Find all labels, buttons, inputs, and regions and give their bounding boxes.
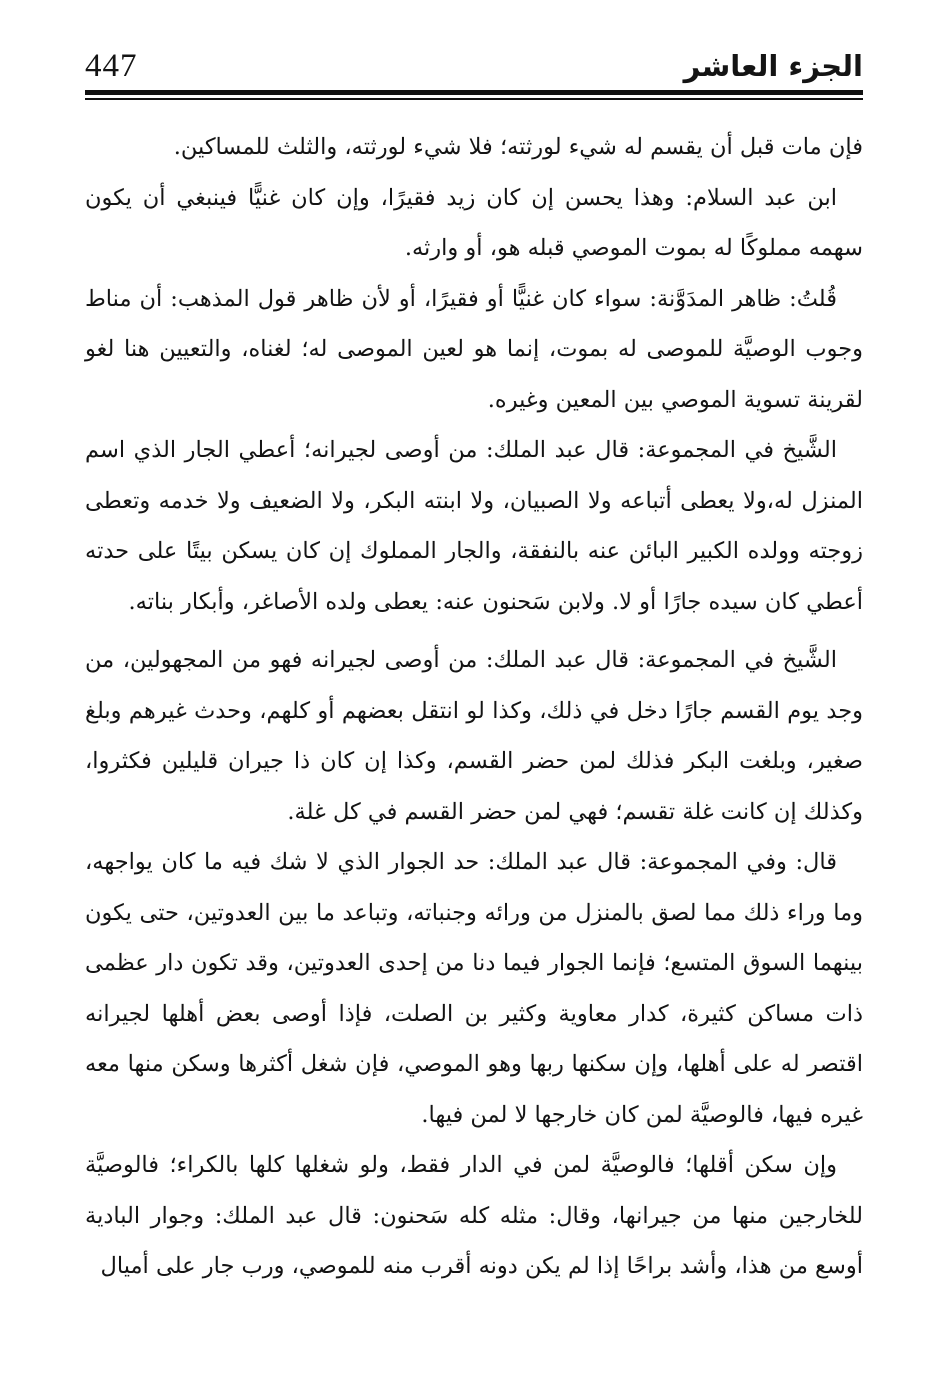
header-rule-thick <box>85 90 863 95</box>
running-title: الجزء العاشر <box>683 49 863 83</box>
paragraph-1: فإن مات قبل أن يقسم له شيء لورثته؛ فلا شيء لورثته، والثلث للمساكين. <box>173 134 863 160</box>
paragraph-2: ابن عبد السلام: وهذا يحسن إن كان زيد فقيرًا، وإن كان غنيًّا فينبغي أن يكون سهمه مملوكًا له بموت الموصي قبله هو، أو وارثه. <box>85 184 863 261</box>
paragraph-6: قال: وفي المجموعة: قال عبد الملك: حد الجوار الذي لا شك فيه ما كان يواجهه، وما وراء ذلك مما لصق بالمنزل من ورائه وجنباته، وتباعد ما بين العدوتين، حتى يكون بينهما السوق المتسع؛ فإنما الجوار فيما دنا من إحدى العدوتين، وقد تكون دار عظمى ذات مساكن كثيرة، كدار معاوية وكثير بن الصلت، فإذا أوصى بعض أهلها لجيرانه اقتصر له على أهلها، وإن سكنها ربها وهو الموصي، فإن شغل أكثرها وسكن منها معه غيره فيها، فالوصيَّة لمن كان خارجها لا لمن فيها. <box>85 849 863 1128</box>
paragraph-3: قُلتُ: ظاهر المدَوَّنة: سواء كان غنيًّا أو فقيرًا، أو لأن ظاهر قول المذهب: أن مناط وجوب الوصيَّة للموصى له بموت، إنما هو لعين الموصى له؛ لغناه، والتعيين هنا لغو لقرينة تسوية الموصي بين المعين وغيره. <box>85 285 863 413</box>
paragraph-5: الشَّيخ في المجموعة: قال عبد الملك: من أوصى لجيرانه فهو من المجهولين، من وجد يوم القسم جارًا دخل في ذلك، وكذا لو انتقل بعضهم أو كلهم، وحدث غيرهم وبلغ صغير، وبلغت البكر فذلك لمن حضر القسم، وكذا إن كان ذا جيران قليلين فكثروا، وكذلك إن كانت غلة تقسم؛ فهي لمن حضر القسم في كل غلة. <box>85 647 863 825</box>
page-number: 447 <box>85 48 138 84</box>
paragraph-7: وإن سكن أقلها؛ فالوصيَّة لمن في الدار فقط، ولو شغلها كلها بالكراء؛ فالوصيَّة للخارجين منها من جيرانها، وقال: مثله كله سَحنون: قال عبد الملك: وجوار البادية أوسع من هذا، وأشد براحًا إذا لم يكن دونه أقرب منه للموصي، ورب جار على أميال <box>85 1152 863 1279</box>
header-rule-thin <box>85 98 863 100</box>
body-text <box>85 122 863 1292</box>
paragraph-4: الشَّيخ في المجموعة: قال عبد الملك: من أوصى لجيرانه؛ أعطي الجار الذي اسم المنزل له،ولا يعطى أتباعه ولا الصبيان، ولا ابنته البكر، ولا الضعيف ولا خدمه وتعطى زوجته وولده الكبير البائن عنه بالنفقة، والجار المملوك إن كان يسكن بيتًا على حدته أعطي كان سيده جارًا أو لا. ولابن سَحنون عنه: يعطى ولده الأصاغر، وأبكار بناته. <box>85 437 863 615</box>
page-header <box>85 42 863 90</box>
